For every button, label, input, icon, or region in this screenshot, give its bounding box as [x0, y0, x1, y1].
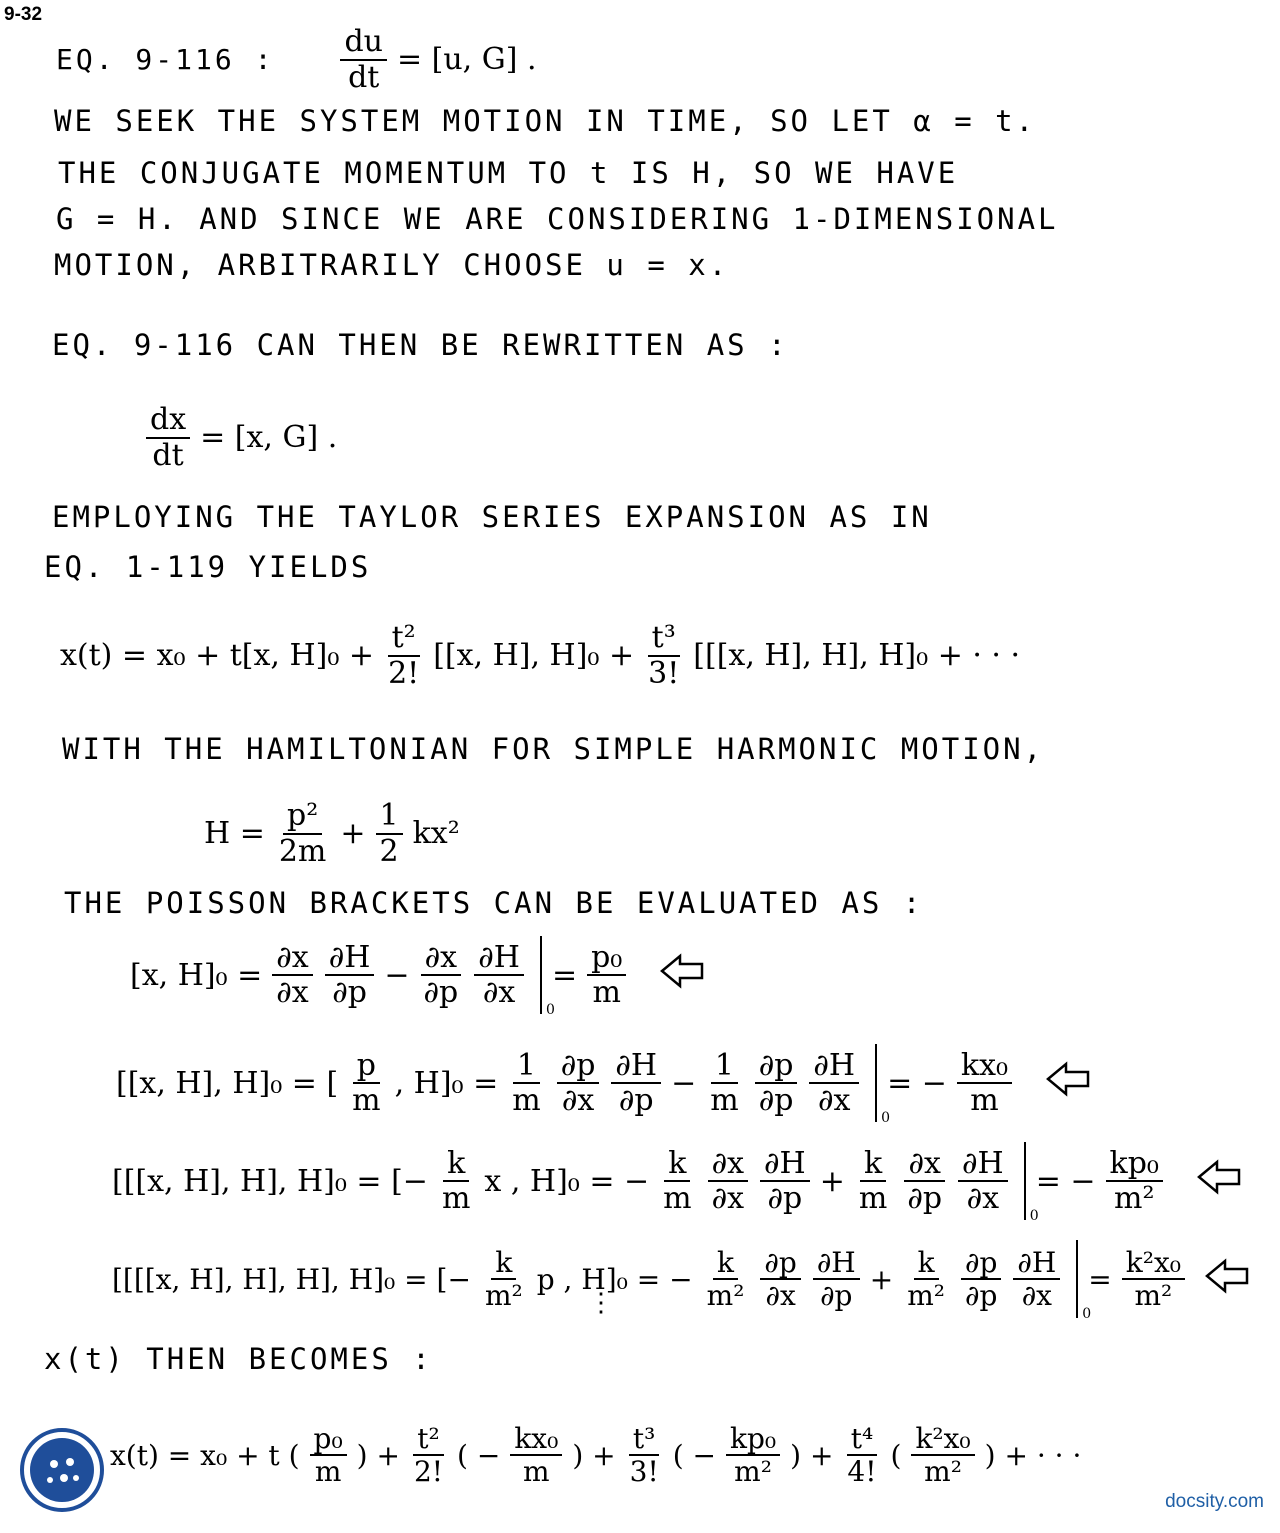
fraction-denominator: ∂p — [820, 1279, 853, 1312]
math-text: ) + — [790, 1438, 834, 1472]
fraction — [961, 1245, 1001, 1312]
fraction-du-dt — [340, 26, 387, 93]
text-line: EQ. 1-119 YIELDS — [44, 550, 372, 584]
math-text: ( − — [672, 1438, 716, 1472]
math-text: [x, H]₀ = — [130, 957, 263, 993]
final-expansion-eq — [106, 1424, 1085, 1487]
fraction-denominator: m — [970, 1083, 999, 1118]
docsity-logo-icon — [20, 1428, 104, 1512]
fraction-numerator: dx — [146, 404, 190, 439]
fraction-denominator: 3! — [648, 655, 680, 691]
fraction-numerator: ∂x — [904, 1148, 944, 1183]
fraction-numerator: p — [353, 1050, 380, 1085]
vertical-ellipsis: ⋮ — [588, 1288, 614, 1318]
fraction-numerator: k — [443, 1148, 469, 1183]
fraction-numerator: kp₀ — [1106, 1148, 1163, 1183]
fraction-numerator: k — [491, 1248, 516, 1280]
fraction — [726, 1424, 780, 1487]
fraction — [420, 939, 463, 1010]
fraction-denominator: dt — [348, 59, 380, 95]
fraction-numerator: t³ — [629, 1424, 659, 1456]
fraction — [1013, 1245, 1060, 1312]
fraction-numerator: ∂H — [325, 942, 375, 977]
fraction-numerator: t³ — [648, 622, 680, 657]
text-line: THE CONJUGATE MOMENTUM TO t IS H, SO WE HAVE — [58, 156, 959, 190]
fraction — [703, 1245, 749, 1312]
math-text: [[[x, H], H], H]₀ = [− — [112, 1163, 428, 1199]
fraction-numerator: p₀ — [310, 1424, 347, 1456]
fraction — [438, 1145, 474, 1216]
eq-dx-dt — [140, 404, 341, 471]
docsity-watermark[interactable]: docsity.com — [1165, 1491, 1264, 1512]
fraction-numerator: ∂p — [557, 1050, 600, 1085]
fraction-numerator: k — [664, 1148, 690, 1183]
fraction-denominator: 2 — [379, 833, 399, 869]
fraction-denominator: m — [314, 1455, 342, 1489]
fraction-denominator: ∂p — [332, 975, 367, 1010]
eq-rhs: = [x, G] . — [200, 420, 338, 455]
fraction-denominator: m² — [924, 1455, 962, 1489]
fraction — [813, 1245, 860, 1312]
math-text: , H]₀ = — [394, 1065, 499, 1101]
math-text: p , H]₀ = − — [536, 1262, 693, 1296]
text-line: EMPLOYING THE TAYLOR SERIES EXPANSION AS IN — [52, 500, 932, 534]
fraction-numerator: kp₀ — [726, 1424, 780, 1456]
taylor-series-eq — [56, 622, 1024, 689]
math-text: − — [671, 1065, 697, 1101]
fraction-dx-dt — [146, 404, 190, 471]
fraction-denominator: ∂p — [964, 1279, 998, 1312]
text-line: x(t) THEN BECOMES : — [44, 1342, 433, 1376]
fraction-numerator: ∂x — [272, 942, 312, 977]
math-text: − — [384, 957, 410, 993]
fraction-denominator: ∂p — [767, 1181, 803, 1216]
math-text: = − — [1035, 1163, 1096, 1199]
fraction — [611, 1047, 661, 1118]
result-fraction — [1106, 1145, 1163, 1216]
fraction-numerator: ∂x — [708, 1148, 748, 1183]
fraction-numerator: kx₀ — [510, 1424, 562, 1456]
fraction-denominator: ∂x — [1021, 1279, 1052, 1312]
fraction-numerator: t⁴ — [847, 1424, 877, 1456]
fraction-denominator: m — [441, 1181, 471, 1216]
math-text: H = — [204, 816, 265, 851]
evaluation-bar — [1024, 1142, 1026, 1220]
fraction-numerator: ∂H — [813, 1248, 860, 1280]
eq-9-116 — [52, 26, 540, 93]
text-line: MOTION, ARBITRARILY CHOOSE u = x. — [54, 248, 730, 282]
fraction-denominator: m² — [1134, 1279, 1173, 1312]
text-line: G = H. AND SINCE WE ARE CONSIDERING 1-DIMENSIONAL — [56, 202, 1059, 236]
fraction-numerator: k²x₀ — [1122, 1248, 1185, 1280]
fraction-denominator: m — [663, 1181, 692, 1216]
fraction-numerator: du — [340, 26, 387, 61]
fraction-numerator: k — [914, 1248, 939, 1280]
math-text: [[x, H], H]₀ = [ — [116, 1065, 339, 1101]
text-line: WITH THE HAMILTONIAN FOR SIMPLE HARMONIC MOTION, — [62, 732, 1045, 766]
fraction-numerator: ∂H — [760, 1148, 810, 1183]
poisson-bracket-3 — [108, 1142, 1241, 1220]
result-fraction — [587, 939, 626, 1010]
fraction-denominator: m² — [734, 1455, 772, 1489]
fraction — [855, 1145, 891, 1216]
fraction — [958, 1145, 1008, 1216]
math-text: [[x, H], H]₀ + — [433, 638, 635, 673]
fraction-denominator: ∂p — [907, 1181, 943, 1216]
fraction-denominator: m² — [706, 1279, 745, 1312]
fraction — [310, 1424, 347, 1487]
fraction-numerator: ∂H — [958, 1148, 1008, 1183]
fraction-denominator: ∂x — [818, 1083, 851, 1118]
fraction-denominator: m — [858, 1181, 888, 1216]
math-text: ) + · · · — [984, 1438, 1082, 1472]
result-arrow-icon — [1046, 1061, 1090, 1105]
fraction — [911, 1424, 974, 1487]
fraction-denominator: m — [512, 1083, 541, 1118]
eq-label: EQ. 9-116 : — [56, 43, 275, 76]
math-text: + — [819, 1163, 845, 1199]
fraction-numerator: p² — [283, 800, 322, 835]
math-text: = − — [887, 1065, 947, 1101]
hamiltonian-eq — [200, 800, 464, 867]
fraction — [481, 1245, 527, 1312]
fraction — [557, 1047, 600, 1118]
result-arrow-icon — [1205, 1258, 1249, 1301]
fraction — [384, 622, 423, 689]
fraction-denominator: 2m — [278, 833, 327, 869]
math-text: ) + — [572, 1438, 616, 1472]
math-text: ( − — [457, 1438, 501, 1472]
math-text: x , H]₀ = − — [484, 1163, 650, 1199]
fraction-denominator: m² — [1114, 1181, 1155, 1216]
fraction — [510, 1424, 562, 1487]
fraction-denominator: m — [710, 1083, 739, 1118]
math-text: kx² — [412, 816, 460, 851]
math-text: = — [1088, 1262, 1112, 1296]
fraction-denominator: 3! — [629, 1455, 659, 1489]
eq-rhs: = [u, G] . — [396, 42, 537, 77]
fraction — [903, 1245, 949, 1312]
math-text: ( — [890, 1438, 902, 1472]
text-line: WE SEEK THE SYSTEM MOTION IN TIME, SO LET α = t. — [54, 104, 1037, 138]
fraction — [410, 1424, 447, 1487]
fraction — [903, 1145, 946, 1216]
fraction-numerator: t² — [413, 1424, 443, 1456]
math-text: ) + — [356, 1438, 400, 1472]
fraction-numerator: ∂H — [611, 1050, 661, 1085]
poisson-bracket-2 — [112, 1044, 1090, 1122]
math-text: x(t) = x₀ + t[x, H]₀ + — [60, 638, 375, 673]
evaluation-bar — [875, 1044, 877, 1122]
fraction — [325, 939, 375, 1010]
poisson-bracket-1 — [126, 936, 704, 1014]
fraction — [644, 622, 683, 689]
fraction-numerator: k — [713, 1248, 738, 1280]
poisson-bracket-4 — [108, 1240, 1249, 1318]
fraction-denominator: ∂x — [276, 975, 309, 1010]
fraction-numerator: ∂H — [809, 1050, 859, 1085]
fraction-denominator: m² — [907, 1279, 945, 1312]
fraction-denominator: m — [592, 975, 621, 1010]
math-text: x(t) = x₀ + t ( — [110, 1438, 300, 1472]
fraction-denominator: ∂p — [618, 1083, 654, 1118]
fraction-denominator: ∂p — [758, 1083, 794, 1118]
fraction-numerator: 1 — [513, 1050, 540, 1085]
fraction-denominator: ∂x — [561, 1083, 595, 1118]
fraction — [508, 1047, 544, 1118]
fraction — [755, 1047, 798, 1118]
math-text: + — [340, 816, 366, 851]
fraction — [474, 939, 524, 1010]
fraction-denominator: m — [352, 1083, 381, 1118]
fraction-numerator: ∂p — [755, 1050, 798, 1085]
text-line: EQ. 9-116 CAN THEN BE REWRITTEN AS : — [52, 328, 789, 362]
fraction-numerator: ∂p — [961, 1248, 1001, 1280]
fraction — [626, 1424, 663, 1487]
fraction — [809, 1047, 859, 1118]
fraction-numerator: k²x₀ — [911, 1424, 974, 1456]
math-text: [[[x, H], H], H]₀ + · · · — [693, 638, 1021, 673]
fraction — [760, 1145, 810, 1216]
fraction-denominator: ∂p — [423, 975, 459, 1010]
page-number: 9-32 — [4, 4, 43, 25]
fraction-numerator: k — [860, 1148, 886, 1183]
math-text: [[[[x, H], H], H], H]₀ = [− — [112, 1262, 471, 1296]
fraction — [275, 800, 331, 867]
fraction — [706, 1047, 742, 1118]
fraction-numerator: t² — [388, 622, 420, 657]
fraction — [708, 1145, 748, 1216]
result-arrow-icon — [1197, 1159, 1241, 1203]
fraction-numerator: ∂x — [421, 942, 461, 977]
fraction — [348, 1047, 384, 1118]
fraction-denominator: ∂x — [482, 975, 516, 1010]
fraction-numerator: ∂p — [760, 1248, 800, 1280]
fraction-numerator: ∂H — [1013, 1248, 1060, 1280]
fraction-denominator: 4! — [847, 1455, 877, 1489]
fraction — [272, 939, 312, 1010]
result-fraction — [957, 1047, 1012, 1118]
fraction — [843, 1424, 880, 1487]
fraction-denominator: dt — [152, 437, 184, 473]
fraction-numerator: ∂H — [474, 942, 524, 977]
fraction — [659, 1145, 695, 1216]
fraction-denominator: 2! — [388, 655, 420, 691]
text-line: THE POISSON BRACKETS CAN BE EVALUATED AS : — [64, 886, 924, 920]
fraction-denominator: m — [523, 1455, 550, 1489]
fraction-numerator: kx₀ — [957, 1050, 1012, 1085]
fraction-numerator: 1 — [711, 1050, 738, 1085]
result-arrow-icon — [660, 953, 704, 997]
fraction-denominator: ∂x — [711, 1181, 745, 1216]
result-fraction — [1122, 1245, 1185, 1312]
fraction-denominator: ∂x — [765, 1279, 796, 1312]
fraction-numerator: 1 — [376, 800, 403, 835]
fraction-denominator: 2! — [413, 1455, 444, 1489]
fraction-denominator: ∂x — [966, 1181, 1000, 1216]
fraction — [376, 800, 403, 867]
fraction-numerator: p₀ — [587, 942, 626, 977]
math-text: + — [869, 1262, 894, 1296]
math-text: = — [551, 957, 578, 993]
fraction — [760, 1245, 800, 1312]
evaluation-bar — [1076, 1240, 1078, 1318]
evaluation-bar — [540, 936, 542, 1014]
fraction-denominator: m² — [484, 1279, 523, 1312]
